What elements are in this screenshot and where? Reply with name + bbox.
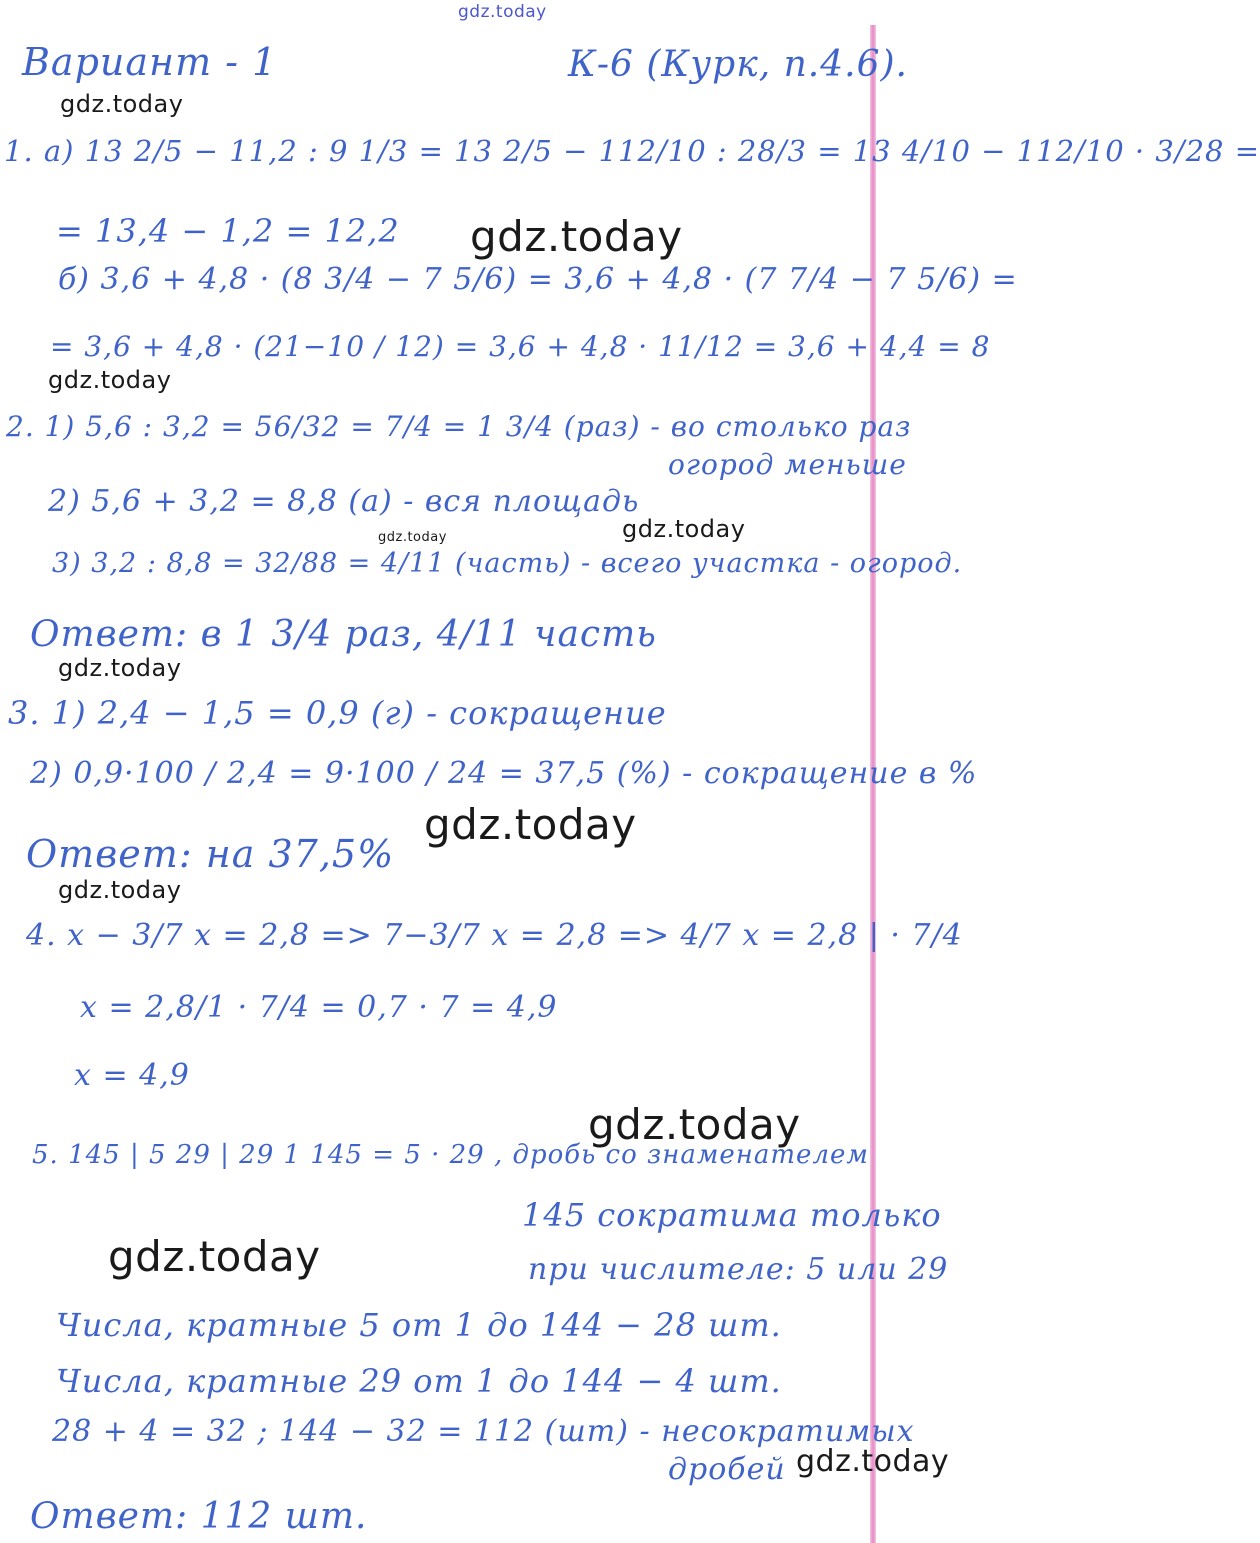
task-5-line-1: 5. 145 | 5 29 | 29 1 145 = 5 · 29 , дробь со знаменателем — [32, 1140, 869, 1170]
task-5-line-6-cont: дробей — [668, 1452, 786, 1487]
task-5-line-2: 145 сократима только — [522, 1196, 942, 1234]
watermark: gdz.today — [424, 800, 637, 849]
task-2-answer: Ответ: в 1 3/4 раз, 4/11 часть — [30, 614, 657, 655]
task-3-step-2: 2) 0,9·100 / 2,4 = 9·100 / 24 = 37,5 (%) - сокращение в % — [30, 756, 978, 791]
task-2-step-2: 2) 5,6 + 3,2 = 8,8 (а) - вся площадь — [48, 484, 640, 519]
watermark: gdz.today — [378, 530, 447, 545]
watermark: gdz.today — [58, 876, 182, 904]
task-5-line-5: Числа, кратные 29 от 1 до 144 − 4 шт. — [56, 1362, 782, 1400]
task-4-line-1: 4. x − 3/7 x = 2,8 => 7−3/7 x = 2,8 => 4/7 x = 2,8 | · 7/4 — [26, 918, 963, 953]
task-5-line-3: при числителе: 5 или 29 — [528, 1252, 949, 1287]
watermark: gdz.today — [622, 515, 746, 543]
task-4-result: x = 4,9 — [74, 1058, 190, 1093]
task-1b-line: б) 3,6 + 4,8 · (8 3/4 − 7 5/6) = 3,6 + 4,8 · (7 7/4 − 7 5/6) = — [58, 262, 1018, 297]
task-3-step-1: 3. 1) 2,4 − 1,5 = 0,9 (г) - сокращение — [8, 694, 667, 732]
watermark: gdz.today — [588, 1100, 801, 1149]
task-5-line-4: Числа, кратные 5 от 1 до 144 − 28 шт. — [56, 1306, 782, 1344]
watermark: gdz.today — [108, 1232, 321, 1281]
task-1a-result: = 13,4 − 1,2 = 12,2 — [56, 212, 400, 250]
task-5-answer: Ответ: 112 шт. — [30, 1496, 368, 1537]
task-3-answer: Ответ: на 37,5% — [26, 832, 395, 876]
watermark-top: gdz.today — [458, 2, 547, 22]
task-5-line-6: 28 + 4 = 32 ; 144 − 32 = 112 (шт) - несократимых — [52, 1414, 915, 1449]
test-title: К-6 (Курк, п.4.6). — [568, 44, 908, 85]
watermark: gdz.today — [470, 212, 683, 261]
task-1b-result: = 3,6 + 4,8 · (21−10 / 12) = 3,6 + 4,8 · 11/12 = 3,6 + 4,4 = 8 — [50, 330, 991, 363]
watermark: gdz.today — [48, 366, 172, 394]
watermark: gdz.today — [60, 90, 184, 118]
variant-title: Вариант - 1 — [22, 40, 278, 84]
task-2-step-3: 3) 3,2 : 8,8 = 32/88 = 4/11 (часть) - всего участка - огород. — [52, 548, 963, 579]
watermark: gdz.today — [58, 654, 182, 682]
task-2-step-1-cont: огород меньше — [668, 448, 907, 481]
task-4-line-2: x = 2,8/1 · 7/4 = 0,7 · 7 = 4,9 — [80, 990, 558, 1025]
task-1a-line: 1. а) 13 2/5 − 11,2 : 9 1/3 = 13 2/5 − 112/10 : 28/3 = 13 4/10 − 112/10 · 3/28 = — [4, 134, 1260, 168]
task-2-step-1: 2. 1) 5,6 : 3,2 = 56/32 = 7/4 = 1 3/4 (раз) - во столько раз — [6, 410, 912, 443]
watermark: gdz.today — [796, 1444, 950, 1479]
